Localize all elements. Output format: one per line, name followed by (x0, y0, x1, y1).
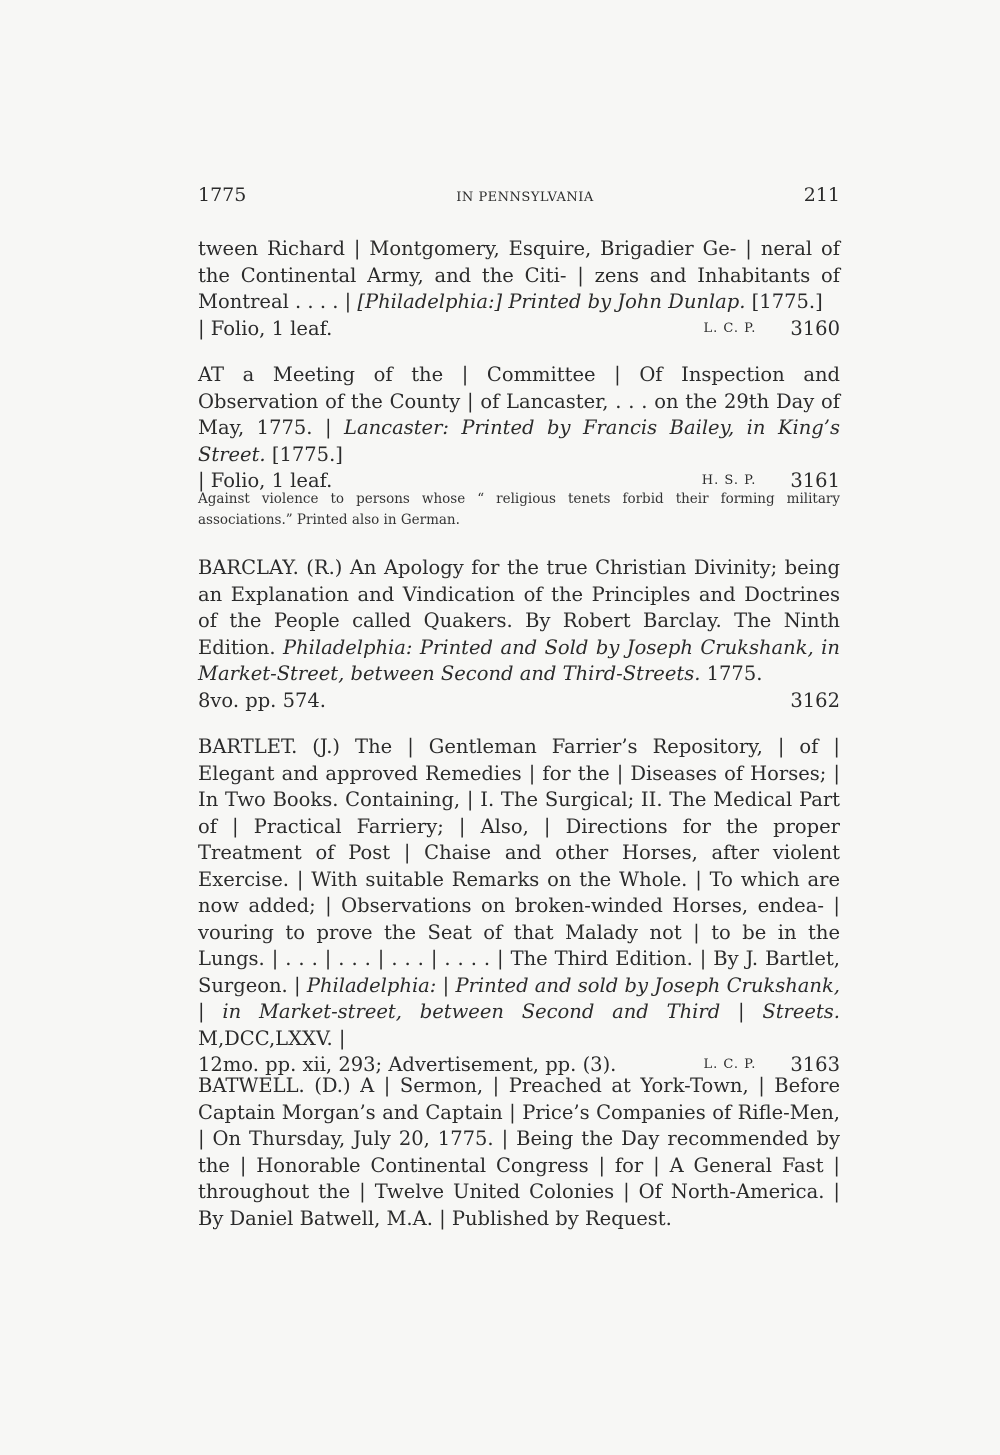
entry-imprint: Philadelphia: Printed and Sold by Joseph Crukshank, in Market-Street, between Second and Third-Streets. (198, 635, 840, 685)
entry-body: BARCLAY. (R.) An Apology for the true Christian Divinity; being an Explanation and Vindication of the Principles and Doctrines of the People called Quakers. By Robert Barclay. The Ninth Edition. (198, 556, 840, 659)
entry-3161 (198, 362, 840, 495)
entry-number: 3162 (790, 688, 840, 712)
library-location: H. S. P. (701, 473, 757, 488)
entry-date: M,DCC,LXXV. | (198, 1026, 346, 1050)
library-location: L. C. P. (703, 1057, 757, 1072)
entry-imprint: Philadelphia: | Printed and sold by Joseph Crukshank, | in Market-street, between Second and Third | Streets. (198, 973, 840, 1023)
entry-body: tween Richard | Montgomery, Esquire, Brigadier Ge- | neral of the Continental Army, and the Citi- | zens and Inhabitants of Montreal . . . . | (198, 237, 840, 313)
entry-imprint: [Philadelphia:] Printed by John Dunlap. (357, 290, 746, 313)
running-header (198, 184, 840, 206)
entry-3163 (198, 734, 840, 1079)
page-number: 211 (803, 184, 840, 206)
library-location: L. C. P. (703, 320, 757, 336)
entry-note: Against violence to persons whose “ religious tenets forbid their forming military associations.” Printed also in German. (198, 491, 840, 528)
entry-date: [1775.] (265, 442, 343, 466)
entry-format: | Folio, 1 leaf. (198, 469, 333, 492)
header-year: 1775 (198, 184, 247, 206)
entry-body: AT a Meeting of the | Committee | Of Inspection and Observation of the County | of Lancaster, . . . on the 29th Day of May, 1775. | (198, 363, 840, 439)
entry-number: 3163 (790, 1053, 840, 1076)
entry-number: 3161 (790, 469, 840, 492)
entry-footer (198, 688, 840, 715)
entry-date: [1775.] (745, 290, 823, 313)
entry-imprint: Lancaster: Printed by Francis Bailey, in King’s Street. (198, 416, 840, 466)
entry-format: | Folio, 1 leaf. (198, 316, 333, 340)
entry-number: 3160 (790, 316, 840, 340)
entry-date: 1775. (700, 662, 763, 685)
entry-format: 8vo. pp. 574. (198, 688, 326, 712)
running-title: IN PENNSYLVANIA (456, 190, 594, 205)
entry-3162 (198, 555, 840, 714)
entry-batwell (198, 1073, 840, 1232)
entry-footer (198, 316, 840, 343)
entry-body: BATWELL. (D.) A | Sermon, | Preached at York-Town, | Before Captain Morgan’s and Captain | Price’s Companies of Rifle-Men, | On Thursday, July 20, 1775. | Being the Day recommended by the | Honorable Continental Congress | for | A General Fast | throughout the | Twelve United Colonies | Of North-America. | By Daniel Batwell, M.A. | Published by Request. (198, 1074, 840, 1230)
entry-3160 (198, 236, 840, 342)
entry-body: BARTLET. (J.) The | Gentleman Farrier’s Repository, | of | Elegant and approved Remedies | for the | Diseases of Horses; | In Two Books. Containing, | I. The Surgical; II. The Medical Part of | Practical Farriery; | Also, | Directions for the proper Treatment of Post | Chaise and other Horses, after violent Exercise. | With suitable Remarks on the Whole. | To which are now added; | Observations on broken-winded Horses, endea- | vouring to prove the Seat of that Malady not | to be in the Lungs. | . . . | . . . | . . . | . . . . | The Third Edition. | By J. Bartlet, Surgeon. | (198, 735, 840, 997)
entry-format: 12mo. pp. xii, 293; Advertisement, pp. (3). (198, 1053, 617, 1076)
